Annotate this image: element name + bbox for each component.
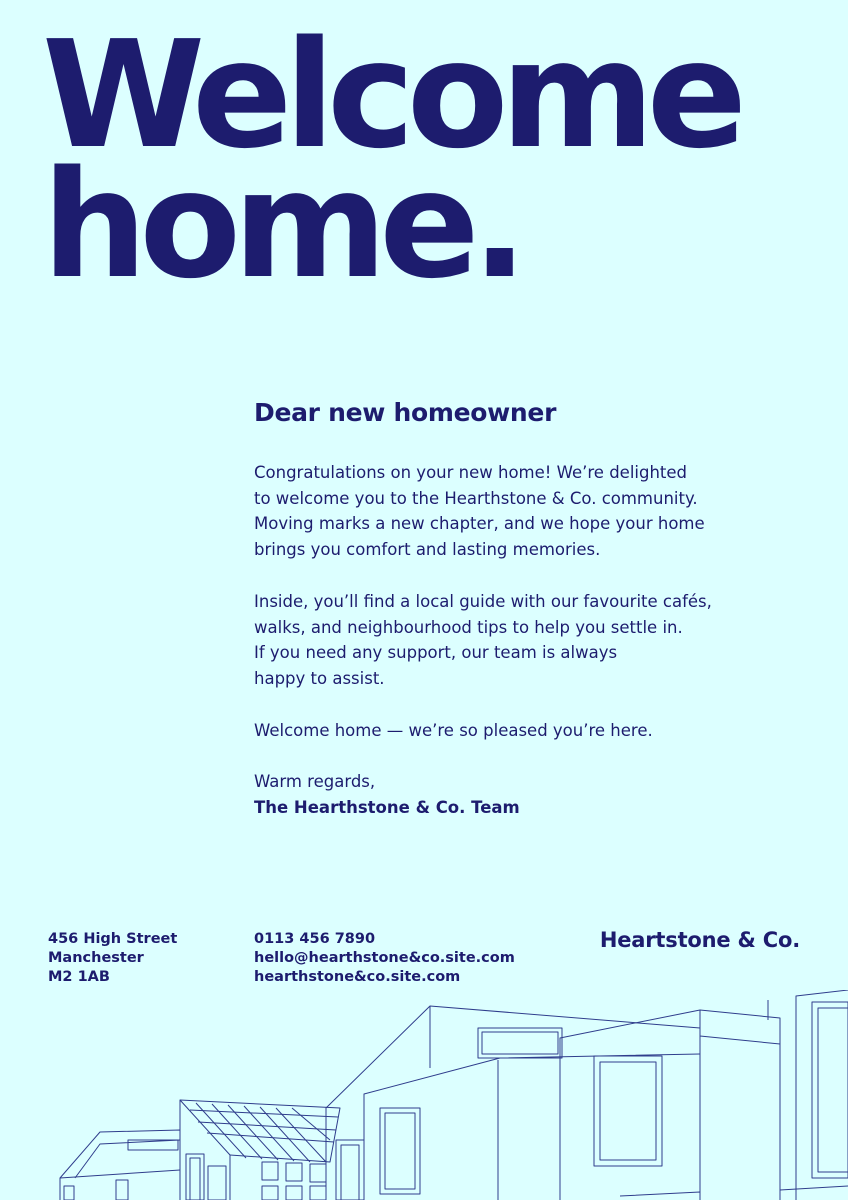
footer-address: [48, 930, 177, 987]
house-far-right-illustration: [780, 990, 848, 1200]
houses-line-illustration: [0, 990, 848, 1200]
email-link[interactable]: hello@hearthstone&co.site.com: [254, 950, 515, 966]
brand-logo: Heartstone & Co.: [599, 928, 800, 952]
house-right-illustration: [560, 1000, 780, 1200]
salutation: Dear new homeowner: [254, 398, 557, 427]
footer-contact: [254, 930, 515, 987]
closing: Warm regards,: [254, 772, 376, 792]
phone-number: 0113 456 7890: [254, 931, 376, 947]
address-line-1: 456 High Street: [48, 931, 178, 947]
headline: [42, 9, 740, 311]
website-link[interactable]: hearthstone&co.site.com: [254, 969, 461, 985]
signoff: [254, 769, 774, 820]
letter-body: [254, 396, 774, 821]
house-middle-illustration: [326, 1006, 700, 1200]
headline-line-2: home.: [42, 139, 520, 311]
house-gabled-illustration: [180, 1100, 340, 1200]
headline-line-1: Welcome: [42, 9, 740, 181]
house-left-illustration: [60, 1130, 180, 1200]
signature: The Hearthstone & Co. Team: [254, 798, 520, 818]
letter-paragraph-2: Inside, you’ll find a local guide with our favourite cafés, walks, and neighbourhood tips to help you settle in. If you need any support, our team is always happy to assist.: [254, 591, 712, 688]
letter-paragraph-1: Congratulations on your new home! We’re delighted to welcome you to the Hearthstone & Co. community. Moving marks a new chapter, and we hope your home brings you comfort and lasting memories.: [254, 463, 705, 560]
address-line-2: Manchester: [48, 950, 144, 966]
letter-paragraph-3: Welcome home — we’re so pleased you’re here.: [254, 720, 653, 740]
address-line-3: M2 1AB: [48, 969, 110, 985]
